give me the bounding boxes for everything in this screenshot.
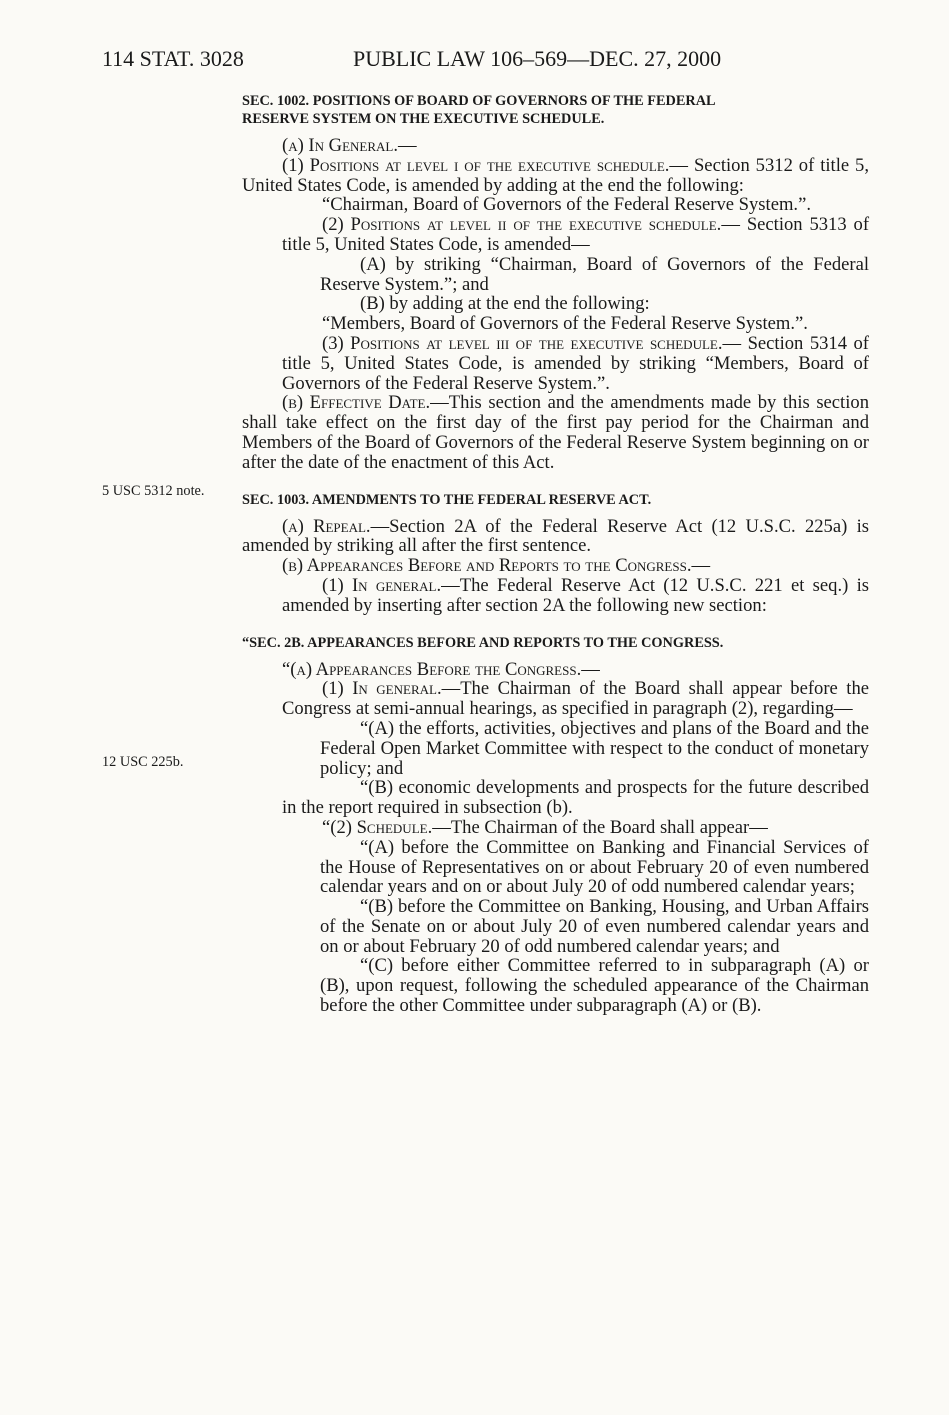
stat-citation: 114 STAT. 3028 (102, 46, 244, 71)
section-2b-heading: “SEC. 2B. APPEARANCES BEFORE AND REPORTS TO THE CONGRESS. (242, 634, 724, 651)
section-2b-subsection-a: “(a) Appearances Before the Congress.— (282, 658, 600, 680)
section-1002-subsection-b: (b) Effective Date.—This section and the amendments made by this section shall take effect on the first day of the first pay period for the Chairman and Members of the Board of Governors of the Federal Reserve System beginning on or after the date of the enactment of this Act. (242, 392, 869, 473)
section-1003-heading: SEC. 1003. AMENDMENTS TO THE FEDERAL RESERVE ACT. (242, 491, 652, 508)
section-1003-para-1: (1) In general.—The Federal Reserve Act (12 U.S.C. 221 et seq.) is amended by inserting after section 2A the following new section: (282, 574, 869, 616)
section-1002-para-3: (3) Positions at level iii of the executive schedule.— Section 5314 of title 5, United States Code, is amended by striking “Members, Board of Governors of the Federal Reserve System.”. (282, 332, 869, 394)
section-2b-para-1-A: “(A) the efforts, activities, objectives and plans of the Board and the Federal Open Market Committee with respect to the conduct of monetary policy; and (320, 717, 869, 779)
section-2b-para-1: (1) In general.—The Chairman of the Board shall appear before the Congress at semi-annual hearings, as specified in paragraph (2), regarding— (282, 678, 869, 720)
section-1002-para-1: (1) Positions at level i of the executive schedule.— Section 5312 of title 5, United States Code, is amended by adding at the end the following: (242, 154, 870, 196)
section-2b-para-1-B: “(B) economic developments and prospects for the future described in the report required in subsection (b). (282, 777, 869, 819)
section-1003-subsection-a: (a) Repeal.—Section 2A of the Federal Reserve Act (12 U.S.C. 225a) is amended by striking all after the first sentence. (242, 515, 869, 557)
margin-note-usc-5312: 5 USC 5312 note. (102, 483, 205, 499)
section-1002-para-2: (2) Positions at level ii of the executive schedule.— Section 5313 of title 5, United States Code, is amended— (282, 214, 870, 255)
document-body (242, 92, 869, 1016)
margin-note-usc-225b: 12 USC 225b. (102, 754, 184, 770)
section-2b-para-2-B: “(B) before the Committee on Banking, Housing, and Urban Affairs of the Senate on or about July 20 of even numbered calendar years and on or about February 20 of odd numbered calendar years; and (320, 896, 869, 957)
public-law-citation: PUBLIC LAW 106–569—DEC. 27, 2000 (353, 46, 722, 71)
section-1003-subsection-b: (b) Appearances Before and Reports to the Congress.— (282, 555, 711, 577)
section-1002-para-2-A: (A) by striking “Chairman, Board of Governors of the Federal Reserve System.”; and (320, 253, 869, 295)
section-1002-heading: SEC. 1002. POSITIONS OF BOARD OF GOVERNORS OF THE FEDERAL RESERVE SYSTEM ON THE EXECUTIVE SCHEDULE. (242, 93, 716, 127)
section-1002-para-1-quote: “Chairman, Board of Governors of the Federal Reserve System.”. (322, 194, 811, 216)
section-2b-para-2-A: “(A) before the Committee on Banking and Financial Services of the House of Representatives on or about February 20 of even numbered calendar years and on or about July 20 of odd numbered calendar years; (320, 836, 869, 898)
section-1002-para-2-quote: “Members, Board of Governors of the Federal Reserve System.”. (322, 313, 808, 335)
section-1002-subsection-a: (a) In General.— (282, 135, 417, 156)
section-1002-para-2-B: (B) by adding at the end the following: (360, 293, 650, 315)
section-2b-para-2: “(2) Schedule.—The Chairman of the Board shall appear— (322, 816, 768, 838)
section-2b-para-2-C: “(C) before either Committee referred to in subparagraph (A) or (B), upon request, following the scheduled appearance of the Chairman before the other Committee under subparagraph (A) or (B). (320, 955, 869, 1017)
